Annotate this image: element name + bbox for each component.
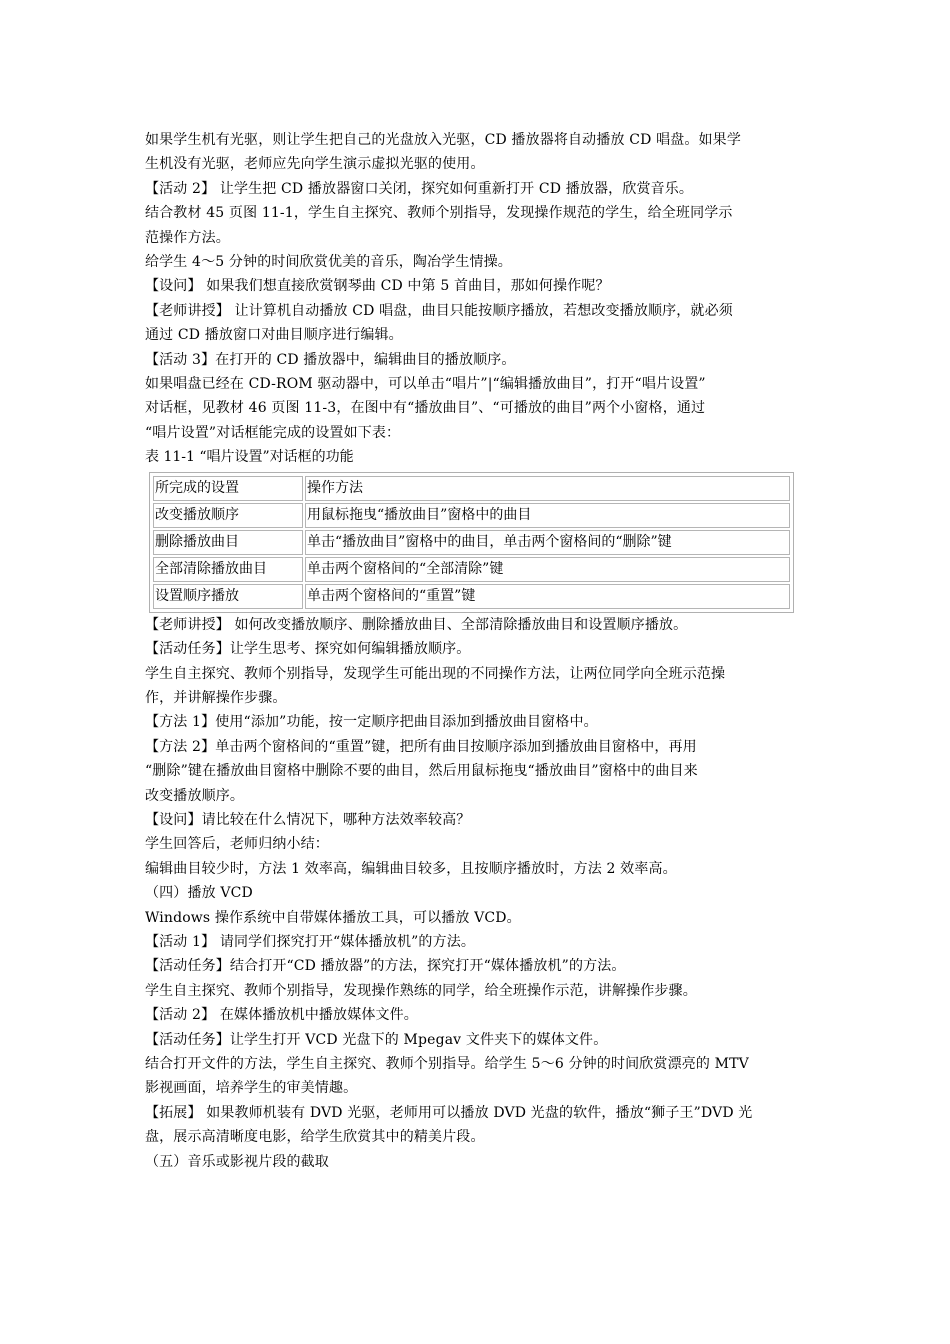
- text-line: 【方法 2】单击两个窗格间的“重置”键，把所有曲目按顺序添加到播放曲目窗格中，再用: [145, 738, 697, 755]
- setting-cell: 删除播放曲目: [153, 530, 303, 555]
- text-line: “唱片设置”对话框能完成的设置如下表：: [145, 424, 401, 441]
- text-line: 【方法 1】使用“添加”功能，按一定顺序把曲目添加到播放曲目窗格中。: [145, 714, 598, 731]
- text-line: 给学生 4～5 分钟的时间欣赏优美的音乐，陶冶学生情操。: [145, 254, 512, 271]
- text-line: 【老师讲授】 让计算机自动播放 CD 唱盘，曲目只能按顺序播放，若想改变播放顺序，就必须: [145, 302, 733, 319]
- paragraph: [145, 857, 808, 881]
- text-line: （四）播放 VCD: [145, 885, 253, 902]
- text-line: 【活动 2】 在媒体播放机中播放媒体文件。: [145, 1007, 418, 1024]
- table-caption: 表 11-1 “唱片设置”对话框的功能: [145, 449, 354, 466]
- table-row: [153, 530, 790, 555]
- text-line: 【设问】请比较在什么情况下，哪种方法效率较高？: [145, 811, 471, 828]
- text-line: 【活动任务】结合打开“CD 播放器”的方法，探究打开“媒体播放机”的方法。: [145, 958, 626, 975]
- paragraph: [145, 177, 808, 201]
- paragraph: [145, 1052, 808, 1101]
- text-line: 如果唱盘已经在 CD-ROM 驱动器中，可以单击“唱片”|“编辑播放曲目”，打开“唱片设置”: [145, 376, 706, 393]
- paragraph: [145, 348, 808, 372]
- paragraph: [145, 299, 808, 348]
- table-header-row: [153, 476, 790, 501]
- text-line: “删除”键在播放曲目窗格中删除不要的曲目，然后用鼠标拖曳“播放曲目”窗格中的曲目来: [145, 763, 698, 780]
- paragraph: [145, 881, 808, 905]
- paragraph: [145, 954, 808, 978]
- text-line: 如果学生机有光驱，则让学生把自己的光盘放入光驱，CD 播放器将自动播放 CD 唱盘。如果学: [145, 132, 741, 148]
- text-line: 编辑曲目较少时，方法 1 效率高，编辑曲目较多，且按顺序播放时，方法 2 效率高。: [145, 860, 677, 877]
- document-body: [145, 128, 808, 1174]
- text-line: 对话框，见教材 46 页图 11-3，在图中有“播放曲目”、“可播放的曲目”两个小窗格，通过: [145, 400, 706, 417]
- text-line: 【活动 1】 请同学们探究打开“媒体播放机”的方法。: [145, 933, 476, 950]
- text-line: 结合打开文件的方法，学生自主探究、教师个别指导。给学生 5～6 分钟的时间欣赏漂亮的 MTV: [145, 1056, 749, 1072]
- text-line: 【活动 3】在打开的 CD 播放器中，编辑曲目的播放顺序。: [145, 351, 516, 368]
- paragraph: [145, 637, 808, 661]
- setting-cell: 所完成的设置: [153, 476, 303, 501]
- text-line: 通过 CD 播放窗口对曲目顺序进行编辑。: [145, 327, 403, 344]
- text-line: 学生自主探究、教师个别指导，发现操作熟练的同学，给全班操作示范，讲解操作步骤。: [145, 982, 697, 999]
- paragraph: [145, 662, 808, 711]
- table-row: [153, 584, 790, 609]
- setting-cell: 改变播放顺序: [153, 503, 303, 528]
- setting-cell: 设置顺序播放: [153, 584, 303, 609]
- method-cell: 单击“播放曲目”窗格中的曲目，单击两个窗格间的“删除”键: [305, 530, 790, 555]
- settings-table: [151, 474, 792, 611]
- text-line: 结合教材 45 页图 11-1，学生自主探究、教师个别指导，发现操作规范的学生，给全班同学示: [145, 205, 733, 222]
- text-line: 【活动任务】让学生思考、探究如何编辑播放顺序。: [145, 641, 471, 658]
- text-line: 【活动任务】让学生打开 VCD 光盘下的 Mpegav 文件夹下的媒体文件。: [145, 1031, 608, 1048]
- paragraph: [145, 930, 808, 954]
- text-line: 学生回答后，老师归纳小结：: [145, 836, 329, 853]
- setting-cell: 全部清除播放曲目: [153, 557, 303, 582]
- text-line: 作，并讲解操作步骤。: [145, 689, 287, 706]
- settings-table-frame: [149, 472, 794, 613]
- text-line: 改变播放顺序。: [145, 787, 245, 804]
- text-line: 【老师讲授】 如何改变播放顺序、删除播放曲目、全部清除播放曲目和设置顺序播放。: [145, 616, 688, 633]
- paragraph: [145, 832, 808, 856]
- text-line: Windows 操作系统中自带媒体播放工具，可以播放 VCD。: [145, 909, 521, 926]
- table-row: [153, 557, 790, 582]
- text-line: 盘，展示高清晰度电影，给学生欣赏其中的精美片段。: [145, 1129, 485, 1146]
- paragraph: [145, 250, 808, 274]
- paragraph: [145, 128, 808, 177]
- paragraph: [145, 372, 808, 445]
- method-cell: 单击两个窗格间的“全部清除”键: [305, 557, 790, 582]
- text-line: 生机没有光驱，老师应先向学生演示虚拟光驱的使用。: [145, 156, 485, 173]
- table-row: [153, 503, 790, 528]
- section-after-table: [145, 613, 808, 1174]
- paragraph: [145, 201, 808, 250]
- text-line: （五）音乐或影视片段的截取: [145, 1153, 329, 1170]
- paragraph: [145, 1003, 808, 1027]
- paragraph: [145, 1028, 808, 1052]
- method-cell: 单击两个窗格间的“重置”键: [305, 584, 790, 609]
- text-line: 学生自主探究、教师个别指导，发现学生可能出现的不同操作方法，让两位同学向全班示范操: [145, 665, 726, 682]
- text-line: 影视画面，培养学生的审美情趣。: [145, 1080, 358, 1097]
- paragraph: [145, 979, 808, 1003]
- paragraph: [145, 906, 808, 930]
- section-before-table: [145, 128, 808, 445]
- text-line: 范操作方法。: [145, 229, 230, 246]
- method-cell: 操作方法: [305, 476, 790, 501]
- paragraph: [145, 710, 808, 734]
- text-line: 【活动 2】 让学生把 CD 播放器窗口关闭，探究如何重新打开 CD 播放器，欣赏音乐。: [145, 180, 694, 197]
- paragraph: [145, 735, 808, 808]
- paragraph: [145, 1150, 808, 1174]
- paragraph: [145, 1101, 808, 1150]
- text-line: 【设问】 如果我们想直接欣赏钢琴曲 CD 中第 5 首曲目，那如何操作呢？: [145, 278, 610, 295]
- paragraph: [145, 808, 808, 832]
- method-cell: 用鼠标拖曳“播放曲目”窗格中的曲目: [305, 503, 790, 528]
- paragraph: [145, 274, 808, 298]
- text-line: 【拓展】 如果教师机装有 DVD 光驱，老师用可以播放 DVD 光盘的软件，播放“狮子王”DVD 光: [145, 1104, 753, 1121]
- paragraph: [145, 613, 808, 637]
